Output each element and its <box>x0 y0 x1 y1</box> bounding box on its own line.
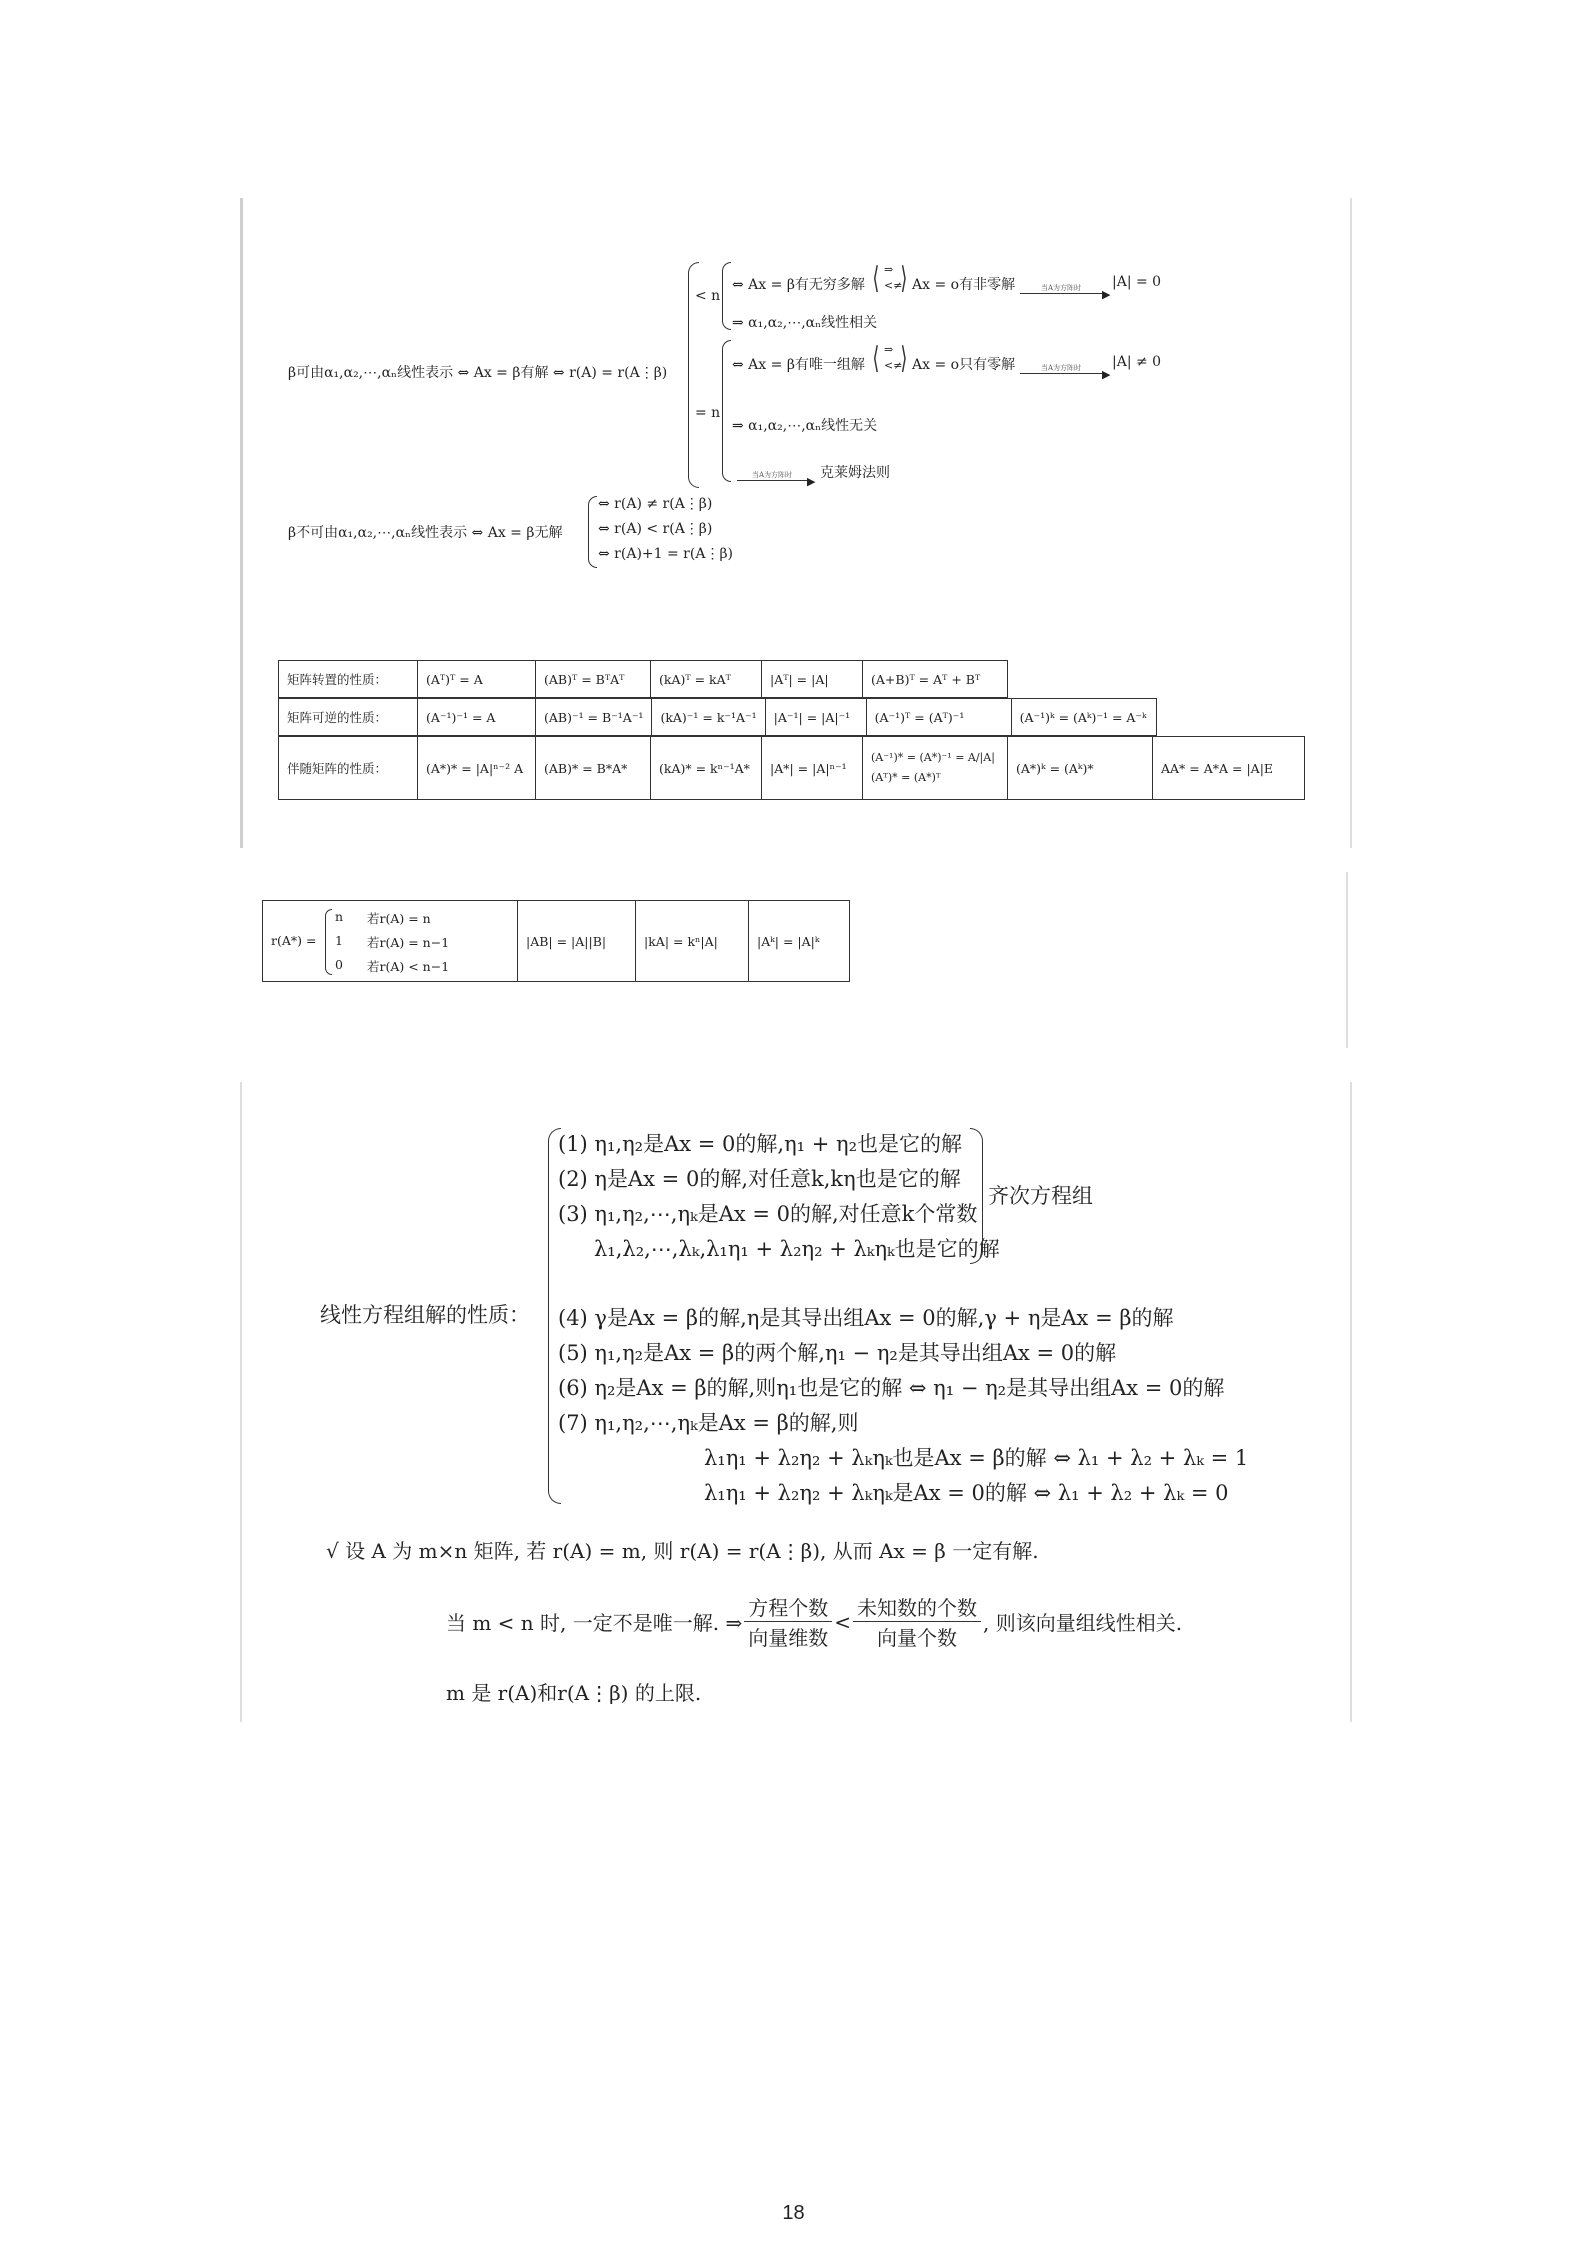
adjugate-properties-row <box>278 736 1305 800</box>
cramer-rule: 克莱姆法则 <box>820 465 890 481</box>
case-value: n <box>335 909 344 924</box>
rank-equals-n: = n <box>695 405 721 421</box>
table-cell: (A*)ᵏ = (Aᵏ)* <box>1008 737 1153 800</box>
arrow-not-implied-2: <≠ <box>884 359 903 372</box>
table-cell: (A⁻¹)ᵀ = (Aᵀ)⁻¹ <box>866 699 1011 736</box>
property-item: (1) η₁,η₂是Ax = 0的解,η₁ + η₂也是它的解 <box>558 1132 963 1156</box>
property-item: (4) γ是Ax = β的解,η是其导出组Ax = 0的解,γ + η是Ax = β的解 <box>558 1306 1174 1330</box>
arrow-implies-2: ⇒ <box>884 343 894 356</box>
det-nonzero: |A| ≠ 0 <box>1112 354 1162 370</box>
table-cell: (kA)ᵀ = kAᵀ <box>651 661 762 698</box>
fraction-unknowns: $\frac{\text{未知数的个数}}{\text{向量个数}}$ <box>853 1592 981 1651</box>
transpose-properties-row <box>278 660 1008 698</box>
property-item: λ₁,λ₂,⋯,λₖ,λ₁η₁ + λ₂η₂ + λₖηₖ也是它的解 <box>594 1237 1000 1261</box>
linear-independent-text: ⇒ α₁,α₂,⋯,αₙ线性无关 <box>732 418 878 434</box>
table-cell: (AB)ᵀ = BᵀAᵀ <box>536 661 651 698</box>
page-number: 18 <box>782 2202 805 2224</box>
table-cell-double <box>863 737 1008 800</box>
case-value: 1 <box>335 933 343 948</box>
table-cell: |AB| = |A||B| <box>518 901 636 982</box>
table-cell: (kA)* = kⁿ⁻¹A* <box>651 737 762 800</box>
angle-close: ⟩ <box>900 261 908 296</box>
table-cell: |A⁻¹| = |A|⁻¹ <box>765 699 866 736</box>
representable-condition: β可由α₁,α₂,⋯,αₙ线性表示 ⇔ Ax = β有解 ⇔ r(A) = r(A⋮β) <box>288 365 668 381</box>
table-cell: (AB)⁻¹ = B⁻¹A⁻¹ <box>536 699 652 736</box>
panel-left-rule <box>240 198 243 848</box>
rank-less-than-n: < n <box>695 288 721 304</box>
property-item: (7) η₁,η₂,⋯,ηₖ是Ax = β的解,则 <box>558 1411 859 1435</box>
table-cell: (A*)* = |A|ⁿ⁻² A <box>418 737 536 800</box>
panel2-right-rule <box>1346 872 1348 1048</box>
table-cell: (Aᵀ)ᵀ = A <box>418 661 536 698</box>
angle-open-2: ⟨ <box>872 341 880 376</box>
rank-cond-2: ⇔ r(A) < r(A⋮β) <box>598 521 713 537</box>
row-header: 矩阵转置的性质： <box>279 661 418 698</box>
arrow-when-square-2: 当A为方阵时 ▶ <box>1020 363 1110 382</box>
table-cell: AA* = A*A = |A|E <box>1153 737 1305 800</box>
property-item: λ₁η₁ + λ₂η₂ + λₖηₖ是Ax = 0的解 ⇔ λ₁ + λ₂ + λₖ = 0 <box>704 1481 1229 1505</box>
section-title: 线性方程组解的性质： <box>320 1303 530 1327</box>
homogeneous-brace <box>970 1128 983 1264</box>
table-cell: (kA)⁻¹ = k⁻¹A⁻¹ <box>652 699 765 736</box>
note-upper-bound: m 是 r(A)和r(A⋮β) 的上限. <box>446 1681 702 1705</box>
rank-cond-3: ⇔ r(A)+1 = r(A⋮β) <box>598 546 733 562</box>
infinite-solutions-text: ⇔ Ax = β有无穷多解 <box>732 277 865 293</box>
less-than: < <box>834 1609 851 1634</box>
panel-right-rule <box>1350 198 1352 848</box>
table-cell: |Aᵀ| = |A| <box>762 661 863 698</box>
arrow-when-square-1: 当A为方阵时 ▶ <box>1020 283 1110 302</box>
case-value: 0 <box>335 957 343 972</box>
linear-dependent-text: ⇒ α₁,α₂,⋯,αₙ线性相关 <box>732 315 878 331</box>
zero-solution-text: Ax = o只有零解 <box>912 357 1016 373</box>
property-item: (2) η是Ax = 0的解,对任意k,kη也是它的解 <box>558 1167 961 1191</box>
angle-close-2: ⟩ <box>900 341 908 376</box>
brace-equal-n <box>722 340 731 482</box>
table-cell: (A+B)ᵀ = Aᵀ + Bᵀ <box>863 661 1008 698</box>
row-header: 伴随矩阵的性质： <box>279 737 418 800</box>
homogeneous-label: 齐次方程组 <box>988 1184 1093 1208</box>
fraction-equations: $\frac{\text{方程个数}}{\text{向量维数}}$ <box>744 1592 832 1651</box>
arrow-implies: ⇒ <box>884 263 894 276</box>
cases-brace <box>325 909 332 975</box>
table-cell: |Aᵏ| = |A|ᵏ <box>749 901 850 982</box>
table-cell: (A⁻¹)⁻¹ = A <box>418 699 536 736</box>
row-header: 矩阵可逆的性质： <box>279 699 418 736</box>
arrow-when-square-3: 当A为方阵时 ▶ <box>737 470 815 489</box>
cell-line: (Aᵀ)* = (A*)ᵀ <box>871 771 941 784</box>
table-cell: (AB)* = B*A* <box>536 737 651 800</box>
property-item: (6) η₂是Ax = β的解,则η₁也是它的解 ⇔ η₁ − η₂是其导出组Ax = 0的解 <box>558 1376 1225 1400</box>
property-item: (3) η₁,η₂,⋯,ηₖ是Ax = 0的解,对任意k个常数 <box>558 1202 978 1226</box>
cell-line: (A⁻¹)* = (A*)⁻¹ = A/|A| <box>871 751 995 764</box>
case-condition: 若r(A) = n <box>367 911 431 926</box>
note-full-row-rank: √ 设 A 为 m×n 矩阵, 若 r(A) = m, 则 r(A) = r(A⋮β), 从而 Ax = β 一定有解. <box>326 1539 1039 1563</box>
angle-open: ⟨ <box>872 261 880 296</box>
note2-suffix: , 则该向量组线性相关. <box>983 1611 1183 1635</box>
table-cell: |kA| = kⁿ|A| <box>636 901 749 982</box>
brace-less-n <box>722 262 731 330</box>
table-cell: (A⁻¹)ᵏ = (Aᵏ)⁻¹ = A⁻ᵏ <box>1011 699 1156 736</box>
note-underdetermined <box>446 1592 1182 1651</box>
table-cell: |A*| = |A|ⁿ⁻¹ <box>762 737 863 800</box>
case-condition: 若r(A) = n−1 <box>367 935 450 950</box>
det-zero: |A| = 0 <box>1112 274 1162 290</box>
not-representable-condition: β不可由α₁,α₂,⋯,αₙ线性表示 ⇔ Ax = β无解 <box>288 525 563 541</box>
panel3-right-rule <box>1350 1082 1352 1722</box>
unique-solution-text: ⇔ Ax = β有唯一组解 <box>732 357 865 373</box>
note2-prefix: 当 m < n 时, 一定不是唯一解. ⇒ <box>446 1611 743 1635</box>
adjugate-rank-table <box>262 900 850 982</box>
nonzero-solution-text: Ax = o有非零解 <box>912 277 1016 293</box>
rank-cond-1: ⇔ r(A) ≠ r(A⋮β) <box>598 496 713 512</box>
inverse-properties-row <box>278 698 1157 736</box>
panel3-left-rule <box>240 1082 242 1722</box>
rank-lhs: r(A*) = <box>271 933 317 948</box>
property-item: λ₁η₁ + λ₂η₂ + λₖηₖ也是Ax = β的解 ⇔ λ₁ + λ₂ + λₖ = 1 <box>704 1446 1249 1470</box>
property-item: (5) η₁,η₂是Ax = β的两个解,η₁ − η₂是其导出组Ax = 0的解 <box>558 1341 1117 1365</box>
case-condition: 若r(A) < n−1 <box>367 959 450 974</box>
arrow-not-implied: <≠ <box>884 279 903 292</box>
rank-cases-cell <box>263 901 518 982</box>
brace-no-solution <box>588 496 597 568</box>
